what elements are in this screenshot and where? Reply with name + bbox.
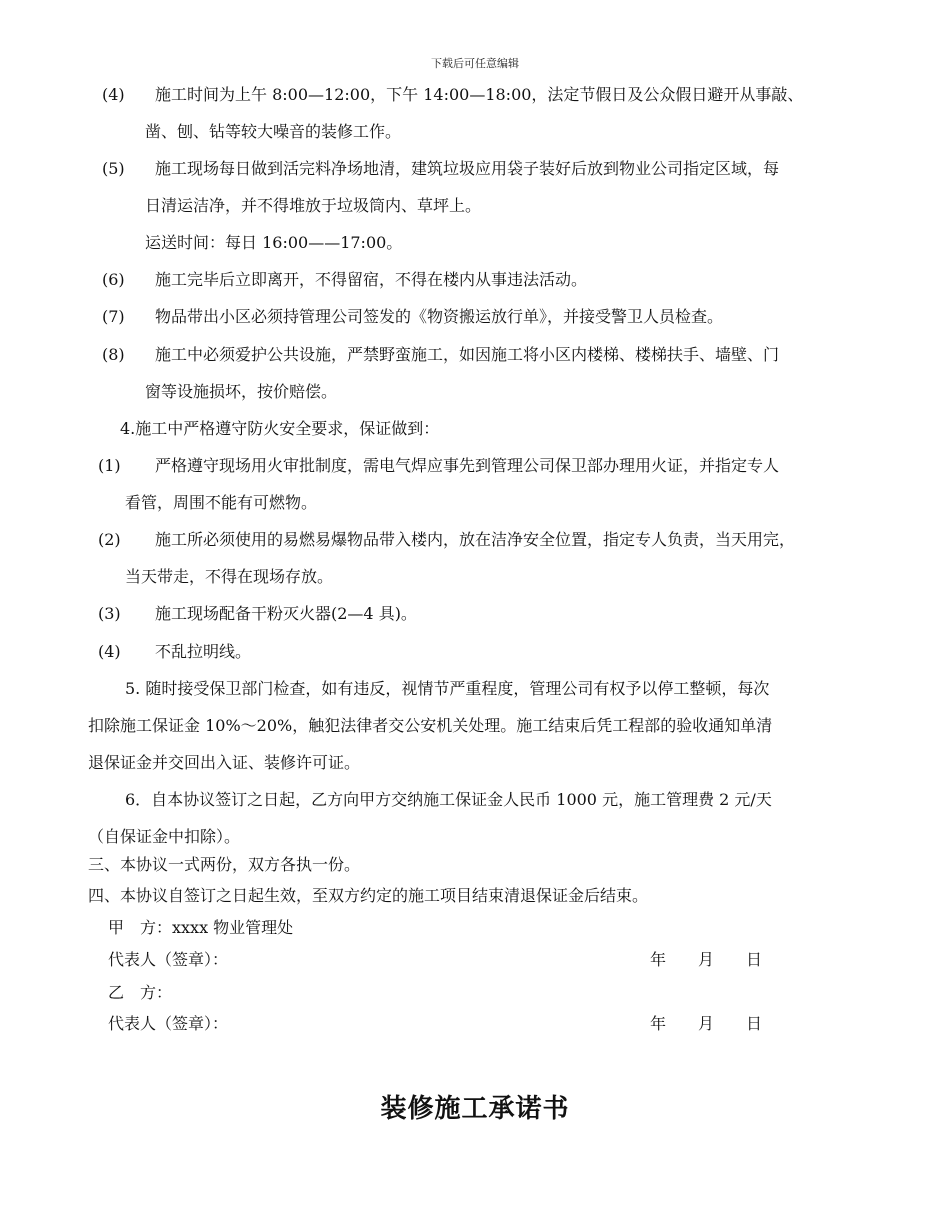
item-number: (7) (102, 307, 125, 326)
item-number: (8) (102, 345, 125, 364)
body-line: 看管，周围不能有可燃物。 (125, 493, 318, 512)
item-number: (1) (98, 456, 121, 475)
document-title: 装修施工承诺书 (380, 1094, 570, 1124)
body-line: 施工所必须使用的易燃易爆物品带入楼内，放在洁净安全位置，指定专人负责，当天用完， (155, 530, 796, 549)
clause-line: 三、本协议一式两份，双方各执一份。 (88, 855, 361, 874)
party-b-line: 乙 方： (108, 983, 173, 1002)
clause-line: 四、本协议自签订之日起生效，至双方约定的施工项目结束清退保证金后结束。 (88, 886, 649, 905)
body-line: 5. 随时接受保卫部门检查，如有违反，视情节严重程度，管理公司有权予以停工整顿，每次 (125, 679, 770, 698)
body-line: 当天带走，不得在现场存放。 (125, 567, 334, 586)
item-number: (5) (102, 159, 125, 178)
body-line: 施工现场配备干粉灭火器(2—4 具)。 (155, 604, 417, 623)
body-line: 退保证金并交回出入证、装修许可证。 (88, 753, 361, 772)
party-a-line: 甲 方：xxxx 物业管理处 (108, 918, 294, 937)
item-number: (6) (102, 270, 125, 289)
body-line: 扣除施工保证金 10%～20%，触犯法律者交公安机关处理。施工结束后凭工程部的验收通知单清 (88, 716, 773, 735)
page-header-note: 下载后可任意编辑 (431, 57, 519, 70)
item-number: (3) (98, 604, 121, 623)
item-number: (2) (98, 530, 121, 549)
body-line: 施工现场每日做到活完料净场地清，建筑垃圾应用袋子装好后放到物业公司指定区域，每 (155, 159, 780, 178)
body-line: 施工时间为上午 8:00—12:00，下午 14:00—18:00，法定节假日及公众假日避开从事敲、 (155, 85, 804, 104)
body-line: 施工中必须爱护公共设施，严禁野蛮施工，如因施工将小区内楼梯、楼梯扶手、墙壁、门 (155, 345, 780, 364)
item-number: (4) (102, 85, 125, 104)
body-line: 凿、刨、钻等较大噪音的装修工作。 (145, 122, 402, 141)
body-line: 物品带出小区必须持管理公司签发的《物资搬运放行单》，并接受警卫人员检查。 (155, 307, 724, 326)
party-b-representative: 代表人（签章）： (108, 1014, 229, 1033)
party-a-representative: 代表人（签章）： (108, 950, 229, 969)
body-line: 施工完毕后立即离开，不得留宿，不得在楼内从事违法活动。 (155, 270, 588, 289)
body-line: 不乱拉明线。 (155, 642, 252, 661)
body-line: 6．自本协议签订之日起，乙方向甲方交纳施工保证金人民币 1000 元，施工管理费 2 元/天 (125, 790, 772, 809)
section-line: 4.施工中严格遵守防火安全要求，保证做到： (120, 419, 440, 438)
body-line: 运送时间：每日 16:00——17:00。 (145, 233, 403, 252)
date-field: 年 月 日 (650, 950, 763, 969)
body-line: 窗等设施损坏，按价赔偿。 (145, 382, 338, 401)
body-line: 日清运洁净，并不得堆放于垃圾筒内、草坪上。 (145, 196, 482, 215)
body-line: （自保证金中扣除）。 (88, 827, 241, 846)
body-line: 严格遵守现场用火审批制度，需电气焊应事先到管理公司保卫部办理用火证，并指定专人 (155, 456, 780, 475)
item-number: (4) (98, 642, 121, 661)
date-field: 年 月 日 (650, 1014, 763, 1033)
